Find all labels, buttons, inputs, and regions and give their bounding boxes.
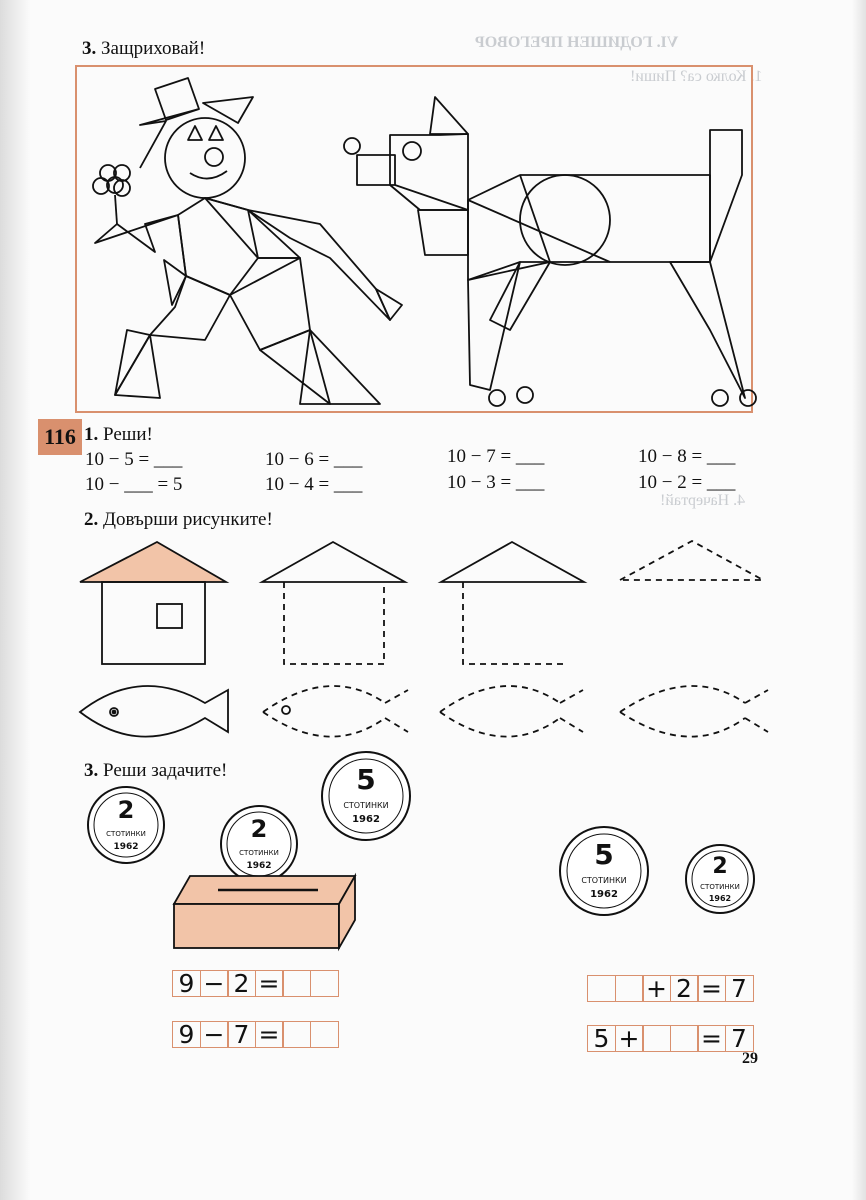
grid-cell[interactable]: [282, 1021, 311, 1048]
shade-picture: [0, 0, 866, 420]
task2-heading: 2. Довърши рисунките!: [84, 509, 273, 530]
svg-text:1962: 1962: [352, 814, 380, 825]
equation-4: 10 − 4 = ___: [265, 474, 363, 495]
house-3-roof: [441, 542, 584, 582]
svg-text:СТОТИНКИ: СТОТИНКИ: [581, 876, 627, 885]
svg-text:5: 5: [356, 763, 376, 796]
showthrough-task1: 1. Колко са? Пиши!: [630, 68, 763, 85]
coin-2-middle: [221, 806, 297, 882]
cat-leg-2: [670, 262, 745, 398]
task1-heading: 1. Реши!: [84, 424, 153, 445]
equation-2: 10 − ___ = 5: [85, 474, 183, 495]
grid-cell[interactable]: [615, 975, 644, 1002]
equation-5: 10 − 7 = ___: [447, 446, 545, 467]
svg-text:5: 5: [594, 838, 614, 871]
coin-2-left: [88, 787, 164, 863]
grid-cell[interactable]: [310, 1021, 339, 1048]
task3b-heading: 3. Реши задачите!: [84, 760, 228, 781]
answer-row-right-2: [587, 1025, 752, 1052]
svg-text:СТОТИНКИ: СТОТИНКИ: [239, 849, 279, 857]
fish-1: [80, 686, 228, 737]
grid-cell[interactable]: 9: [172, 1021, 201, 1048]
grid-cell[interactable]: 7: [725, 1025, 754, 1052]
lesson-number-badge: 116: [38, 419, 82, 455]
boy-right-arm: [248, 210, 390, 320]
svg-text:2: 2: [712, 854, 728, 879]
svg-text:СТОТИНКИ: СТОТИНКИ: [106, 830, 146, 838]
house-2-wall: [284, 582, 384, 664]
house-3-wall: [463, 582, 563, 664]
grid-cell[interactable]: 9: [172, 970, 201, 997]
equation-3: 10 − 6 = ___: [265, 449, 363, 470]
coin-5-top: [322, 752, 410, 840]
grid-cell[interactable]: =: [255, 1021, 284, 1048]
grid-cell[interactable]: 7: [227, 1021, 256, 1048]
svg-text:2: 2: [117, 796, 135, 824]
boy-right-leg: [230, 258, 310, 350]
coin-5-right: [560, 827, 648, 915]
fish-2-eye: [282, 706, 290, 714]
grid-cell[interactable]: [642, 1025, 671, 1052]
cat-head: [390, 134, 468, 210]
svg-text:СТОТИНКИ: СТОТИНКИ: [343, 801, 389, 810]
grid-cell[interactable]: [670, 1025, 699, 1052]
svg-text:2: 2: [250, 815, 268, 843]
fish-3: [440, 686, 560, 737]
drawing-shapes: [0, 530, 866, 760]
equation-7: 10 − 8 = ___: [638, 446, 736, 467]
grid-cell[interactable]: 2: [227, 970, 256, 997]
equation-1: 10 − 5 = ___: [85, 449, 183, 470]
svg-text:1962: 1962: [708, 894, 732, 903]
answer-row-left-2: [172, 1021, 337, 1048]
answer-row-left-1: [172, 970, 337, 997]
grid-cell[interactable]: 7: [725, 975, 754, 1002]
grid-cell[interactable]: −: [200, 1021, 229, 1048]
coins-and-box: [0, 750, 866, 960]
equation-8: 10 − 2 = ___: [638, 472, 736, 493]
equation-6: 10 − 3 = ___: [447, 472, 545, 493]
house-4-roof: [620, 541, 763, 580]
answer-row-right-1: [587, 975, 752, 1002]
house-2-roof: [262, 542, 405, 582]
grid-cell[interactable]: [282, 970, 311, 997]
grid-cell[interactable]: =: [255, 970, 284, 997]
grid-cell[interactable]: +: [642, 975, 671, 1002]
page-number: 29: [742, 1050, 758, 1067]
house-1-window: [157, 604, 182, 628]
showthrough-task4: 4. Начертай!: [660, 492, 746, 509]
grid-cell[interactable]: =: [697, 975, 726, 1002]
grid-cell[interactable]: 2: [670, 975, 699, 1002]
svg-text:1962: 1962: [590, 889, 618, 900]
boy-left-leg: [150, 276, 230, 340]
task3-heading: 3. Защриховай!: [82, 38, 206, 59]
svg-text:СТОТИНКИ: СТОТИНКИ: [700, 883, 740, 891]
hat-square: [155, 78, 199, 120]
grid-cell[interactable]: +: [615, 1025, 644, 1052]
cat-body: [468, 175, 710, 280]
grid-cell[interactable]: [587, 975, 616, 1002]
grid-cell[interactable]: [310, 970, 339, 997]
grid-cell[interactable]: −: [200, 970, 229, 997]
grid-cell[interactable]: 5: [587, 1025, 616, 1052]
house-1-roof: [80, 542, 226, 582]
coin-2-right: [686, 845, 754, 913]
grid-cell[interactable]: =: [697, 1025, 726, 1052]
money-box: [174, 876, 355, 948]
fish-4: [620, 686, 745, 737]
boy-left-arm: [95, 215, 178, 252]
showthrough-heading: VI. ГОДИШЕН ПРЕГОВОР: [475, 34, 679, 51]
picture-frame: [76, 66, 752, 412]
cat-belly: [520, 175, 610, 265]
house-1-wall: [102, 582, 205, 664]
svg-text:1962: 1962: [246, 861, 272, 871]
svg-text:1962: 1962: [113, 842, 139, 852]
